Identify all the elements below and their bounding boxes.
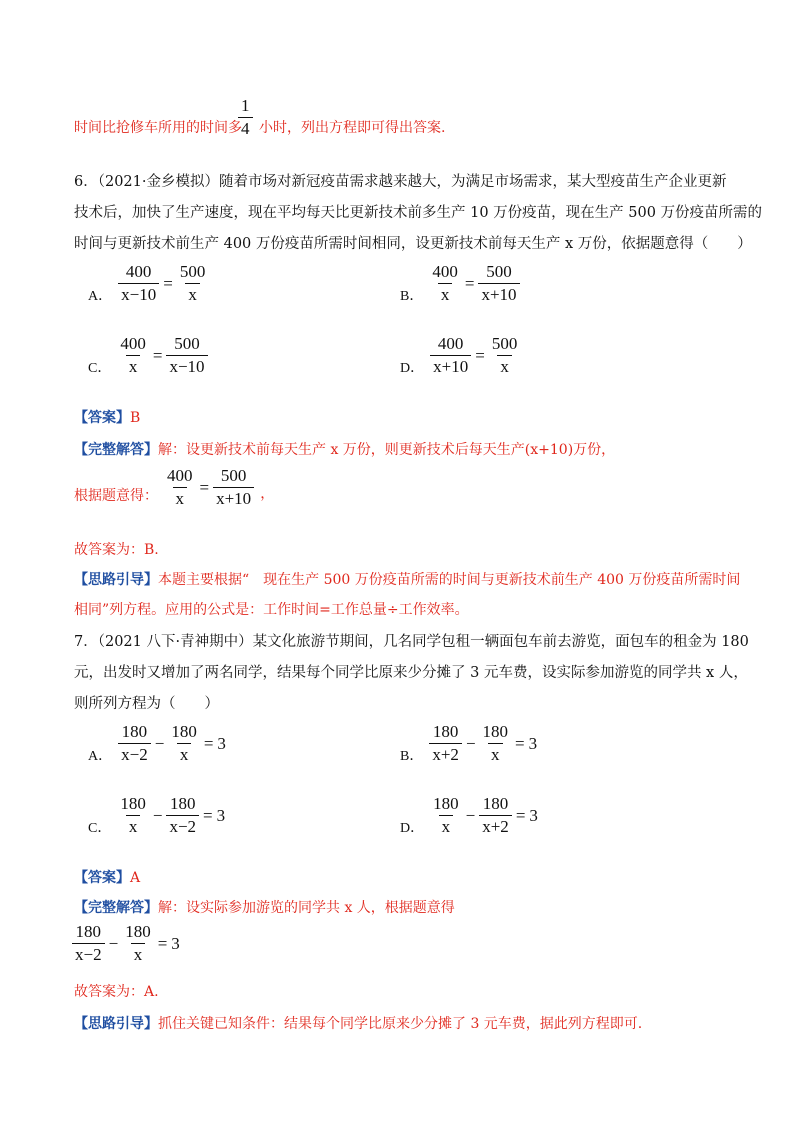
minus-sign: − (465, 805, 476, 825)
solution-text: 解：设更新技术前每天生产 x 万份，则更新技术后每天生产(x+10)万份， (158, 442, 616, 458)
equals-sign: = (515, 805, 526, 825)
fraction: $\frac{400}{x}$ (432, 262, 458, 304)
fraction: $\frac{180}{x+2}$ (479, 794, 512, 837)
fraction: $\frac{500}{x-10}$ (166, 334, 207, 377)
equals-sign: = (163, 273, 173, 293)
fraction: $\frac{500}{x}$ (491, 334, 518, 376)
solution-tag: 【完整解答】 (74, 900, 158, 916)
hint-tag: 【思路引导】 (74, 572, 158, 588)
answer-tag: 【答案】 (74, 870, 130, 886)
option-label: A． (88, 748, 113, 764)
option-label: D． (400, 820, 425, 836)
q7-option-c[interactable] (88, 794, 225, 837)
q7-stem-line3: 则所列方程为（ ） (74, 696, 219, 712)
q7-answer-row (74, 868, 140, 888)
fraction: $\frac{500}{x}$ (179, 262, 206, 304)
q6-hint-row1 (74, 570, 740, 590)
fraction: $\frac{400}{x+10}$ (430, 334, 471, 377)
q6-stem-line1: 6．（2021·金乡模拟）随着市场对新冠疫苗需求越来越大，为满足市场需求，某大型疫苗生产企业更新 (74, 174, 727, 190)
minus-sign: − (154, 733, 165, 753)
q6-option-d[interactable] (400, 334, 520, 377)
q7-solution-equation (72, 922, 180, 965)
q6-stem-line3: 时间与更新技术前生产 400 万份疫苗所需时间相同，设更新技术前每天生产 x 万份，依据题意得（ ） (74, 236, 752, 252)
equals-sign: = (464, 273, 475, 293)
q7-stem-line2: 元，出发时又增加了两名同学，结果每个同学比原来少分摊了 3 元车费，设实际参加游览的同学共 x 人， (74, 665, 748, 681)
answer-value: B (130, 410, 141, 426)
q7-solution-row (74, 898, 455, 918)
answer-value: A (130, 870, 141, 886)
fraction: $\frac{180}{x-2}$ (118, 722, 151, 765)
fraction: $\frac{180}{x-2}$ (166, 794, 199, 837)
top-text-after: 小时，列出方程即可得出答案. (259, 120, 446, 136)
minus-sign: − (108, 933, 119, 953)
option-label: B． (400, 288, 424, 304)
q6-stem-line2: 技术后，加快了生产速度，现在平均每天比更新技术前多生产 10 万份疫苗，现在生产 500 万份疫苗所需的 (74, 205, 763, 221)
q7-hint-row (74, 1014, 642, 1034)
equals-sign: = (515, 733, 525, 753)
hint-tag: 【思路引导】 (74, 1016, 158, 1032)
equals-sign: = (203, 805, 213, 825)
fraction: $\frac{180}{x}$ (433, 794, 459, 836)
option-label: A． (88, 288, 113, 304)
solution-text: 解：设实际参加游览的同学共 x 人，根据题意得 (158, 900, 455, 916)
solution-tag: 【完整解答】 (74, 442, 158, 458)
rhs-value: 3 (529, 805, 538, 825)
fraction: $\frac{180}{x}$ (482, 722, 509, 764)
equals-sign: = (152, 345, 163, 365)
q6-basis-text: 根据题意得： (74, 488, 158, 504)
top-fraction-denominator: 4 (238, 117, 253, 139)
equation-tail: ， (260, 486, 275, 502)
q7-option-d[interactable] (400, 794, 538, 837)
fraction: $\frac{500}{x+10}$ (213, 466, 254, 509)
q7-option-a[interactable] (88, 722, 226, 765)
top-fraction-numerator: 1 (241, 96, 250, 115)
q6-solution-row (74, 440, 615, 460)
rhs-value: 3 (171, 933, 180, 953)
option-label: D． (400, 360, 425, 376)
fraction: $\frac{400}{x-10}$ (118, 262, 159, 305)
q6-answer-row (74, 408, 140, 428)
q6-option-b[interactable] (400, 262, 520, 305)
q6-solution-equation (164, 466, 274, 509)
q7-conclusion: 故答案为：A. (74, 984, 159, 1000)
fraction: $\frac{180}{x}$ (171, 722, 197, 764)
fraction: $\frac{180}{x+2}$ (429, 722, 462, 765)
top-text-before: 时间比抢修车所用的时间多 (74, 120, 242, 136)
equals-sign: = (157, 933, 168, 953)
fraction: $\frac{180}{x}$ (125, 922, 151, 964)
option-label: C． (88, 360, 112, 376)
hint-text: 抓住关键已知条件：结果每个同学比原来少分摊了 3 元车费，据此列方程即可. (158, 1016, 643, 1032)
option-label: C． (88, 820, 112, 836)
hint-text: 本题主要根据“ 现在生产 500 万份疫苗所需的时间与更新技术前生产 400 万份疫苗所需时间 (158, 572, 741, 588)
fraction: $\frac{400}{x}$ (120, 334, 146, 376)
q7-option-b[interactable] (400, 722, 537, 765)
equals-sign: = (203, 733, 214, 753)
equals-sign: = (199, 477, 210, 497)
fraction: $\frac{400}{x}$ (167, 466, 193, 508)
fraction: $\frac{180}{x-2}$ (72, 922, 105, 965)
q6-option-a[interactable] (88, 262, 208, 305)
q6-option-c[interactable] (88, 334, 208, 377)
minus-sign: − (152, 805, 163, 825)
q6-hint-row2: 相同”列方程。应用的公式是：工作时间=工作总量÷工作效率。 (74, 602, 469, 618)
q7-stem-line1: 7．（2021 八下·青神期中）某文化旅游节期间，几名同学包租一辆面包车前去游览，面包车的租金为 180 (74, 634, 749, 650)
fraction: $\frac{180}{x}$ (120, 794, 146, 836)
rhs-value: 3 (528, 733, 538, 753)
equals-sign: = (475, 345, 485, 365)
minus-sign: − (465, 733, 476, 753)
rhs-value: 3 (216, 805, 226, 825)
option-label: B． (400, 748, 424, 764)
answer-tag: 【答案】 (74, 410, 130, 426)
fraction: $\frac{500}{x+10}$ (478, 262, 519, 305)
rhs-value: 3 (217, 733, 226, 753)
q6-conclusion: 故答案为：B. (74, 542, 159, 558)
